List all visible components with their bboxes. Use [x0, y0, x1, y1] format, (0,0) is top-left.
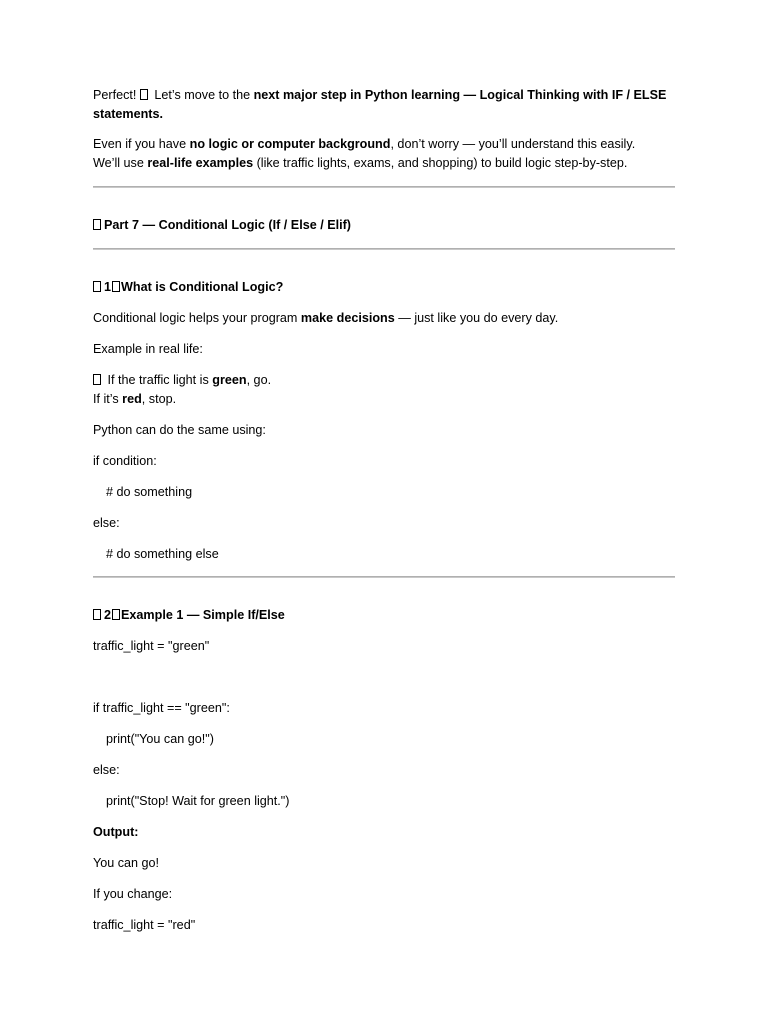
output-value: You can go! [93, 856, 160, 870]
divider [93, 186, 675, 188]
body-text: If it’s [93, 392, 123, 406]
code-line: # do something else [106, 547, 219, 561]
section-1-paragraph [93, 309, 558, 328]
body-text: Even if you have [93, 137, 190, 151]
code-line: else: [93, 516, 120, 530]
section-number: 1 [104, 280, 112, 294]
intro-line-2: statements. [93, 107, 163, 121]
part-heading-text: Part 7 — Conditional Logic (If / Else / Elif) [104, 218, 351, 232]
body-text: — just like you do every day. [394, 311, 559, 325]
code-line: # do something [106, 485, 193, 499]
body-text: Conditional logic helps your program [93, 311, 301, 325]
intro-line-1 [93, 86, 666, 105]
body-text: , don’t worry — you’ll understand this easily. [390, 137, 636, 151]
example-label: Example in real life: [93, 342, 203, 356]
emoji-placeholder-icon [112, 609, 120, 620]
section-title: Example 1 — Simple If/Else [121, 608, 285, 622]
part-heading [93, 216, 351, 235]
code-line: else: [93, 763, 120, 777]
emoji-placeholder-icon [93, 219, 101, 230]
section-1-heading [93, 278, 283, 297]
intro-text: Let’s move to the [150, 88, 254, 102]
intro-text: Perfect! [93, 88, 140, 102]
intro-bold-text: next major step in Python learning — Logical Thinking with IF / ELSE [253, 88, 667, 102]
traffic-green-line [93, 371, 271, 390]
section-number: 2 [104, 608, 112, 622]
background-line-2 [93, 154, 627, 173]
body-text: , stop. [141, 392, 177, 406]
body-text: , go. [246, 373, 272, 387]
emoji-placeholder-icon [140, 89, 148, 100]
bold-text: red [122, 392, 142, 406]
change-label: If you change: [93, 887, 173, 901]
emoji-placeholder-icon [93, 609, 101, 620]
code-line: traffic_light = "red" [93, 918, 196, 932]
divider [93, 576, 675, 578]
section-2-heading [93, 606, 285, 625]
bold-text: real-life examples [147, 156, 254, 170]
code-line: print("Stop! Wait for green light.") [106, 794, 290, 808]
background-line-1 [93, 135, 635, 154]
bold-text: no logic or computer background [189, 137, 391, 151]
code-line: if traffic_light == "green": [93, 701, 230, 715]
python-same-line: Python can do the same using: [93, 423, 266, 437]
code-line: print("You can go!") [106, 732, 214, 746]
section-title: What is Conditional Logic? [121, 280, 284, 294]
bold-text: green [212, 373, 247, 387]
output-label: Output: [93, 825, 139, 839]
body-text: If the traffic light is [104, 373, 213, 387]
bold-text: make decisions [300, 311, 395, 325]
emoji-placeholder-icon [93, 281, 101, 292]
emoji-placeholder-icon [112, 281, 120, 292]
emoji-placeholder-icon [93, 374, 101, 385]
divider [93, 248, 675, 250]
code-line: if condition: [93, 454, 157, 468]
body-text: (like traffic lights, exams, and shopping) to build logic step-by-step. [253, 156, 628, 170]
body-text: We’ll use [93, 156, 148, 170]
code-line: traffic_light = "green" [93, 639, 210, 653]
traffic-red-line [93, 390, 176, 409]
